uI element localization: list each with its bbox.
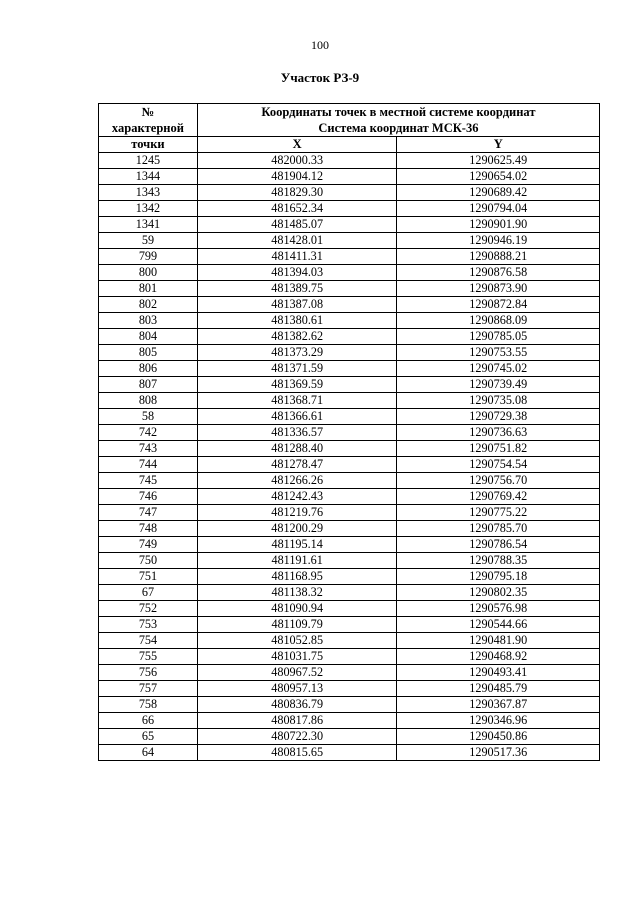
point-number-cell: 805 [99,345,198,361]
table-row [99,425,600,441]
page-number: 100 [311,38,329,52]
coordinate-system-header [197,104,599,137]
point-number-cell: 804 [99,329,198,345]
point-number-header [99,104,198,137]
point-number-cell: 806 [99,361,198,377]
point-number-cell: 751 [99,569,198,585]
table-row [99,617,600,633]
point-number-cell: 1344 [99,169,198,185]
x-coordinate-cell: 481387.08 [197,297,397,313]
table-row [99,441,600,457]
y-coordinate-cell: 1290517.36 [397,745,600,761]
x-coordinate-cell: 481052.85 [197,633,397,649]
x-coordinate-cell: 481369.59 [197,377,397,393]
table-row [99,665,600,681]
point-number-cell: 743 [99,441,198,457]
table-row [99,713,600,729]
point-number-cell: 756 [99,665,198,681]
table-row [99,473,600,489]
y-coordinate-cell: 1290786.54 [397,537,600,553]
y-coordinate-cell: 1290689.42 [397,185,600,201]
table-row [99,745,600,761]
y-coordinate-cell: 1290788.35 [397,553,600,569]
point-number-cell: 752 [99,601,198,617]
point-number-cell: 803 [99,313,198,329]
point-number-cell: 753 [99,617,198,633]
table-row [99,521,600,537]
point-number-cell: 65 [99,729,198,745]
y-coordinate-cell: 1290450.86 [397,729,600,745]
table-row [99,697,600,713]
table-row [99,681,600,697]
table-row [99,377,600,393]
table-row [99,297,600,313]
table-row [99,569,600,585]
x-column-header: X [197,137,397,153]
point-number-cell: 807 [99,377,198,393]
y-coordinate-cell: 1290795.18 [397,569,600,585]
x-coordinate-cell: 481394.03 [197,265,397,281]
x-coordinate-cell: 480817.86 [197,713,397,729]
y-coordinate-cell: 1290753.55 [397,345,600,361]
table-row [99,409,600,425]
point-number-header-line2: характерной [111,121,184,135]
table-row [99,281,600,297]
point-number-cell: 750 [99,553,198,569]
x-coordinate-cell: 481336.57 [197,425,397,441]
table-row [99,201,600,217]
point-number-header-line3: точки [99,137,198,153]
x-coordinate-cell: 481829.30 [197,185,397,201]
point-number-cell: 757 [99,681,198,697]
header-row-3 [99,137,600,153]
header-row-1 [99,104,600,137]
x-coordinate-cell: 481371.59 [197,361,397,377]
section-title: Участок РЗ-9 [280,70,360,85]
point-number-cell: 799 [99,249,198,265]
y-coordinate-cell: 1290802.35 [397,585,600,601]
x-coordinate-cell: 481090.94 [197,601,397,617]
table-row [99,633,600,649]
point-number-cell: 801 [99,281,198,297]
x-coordinate-cell: 481485.07 [197,217,397,233]
y-coordinate-cell: 1290485.79 [397,681,600,697]
y-coordinate-cell: 1290888.21 [397,249,600,265]
y-coordinate-cell: 1290745.02 [397,361,600,377]
x-coordinate-cell: 481288.40 [197,441,397,457]
point-number-cell: 59 [99,233,198,249]
y-coordinate-cell: 1290769.42 [397,489,600,505]
y-coordinate-cell: 1290493.41 [397,665,600,681]
coordinates-table [98,103,600,761]
table-row [99,153,600,169]
x-coordinate-cell: 481278.47 [197,457,397,473]
x-coordinate-cell: 481219.76 [197,505,397,521]
x-coordinate-cell: 481195.14 [197,537,397,553]
x-coordinate-cell: 481904.12 [197,169,397,185]
x-coordinate-cell: 481242.43 [197,489,397,505]
coordinate-system-header-line1: Координаты точек в местной системе координат [261,105,536,119]
table-row [99,249,600,265]
point-number-cell: 808 [99,393,198,409]
table-row [99,585,600,601]
table-row [99,185,600,201]
x-coordinate-cell: 482000.33 [197,153,397,169]
y-coordinate-cell: 1290756.70 [397,473,600,489]
table-row [99,345,600,361]
x-coordinate-cell: 481266.26 [197,473,397,489]
point-number-cell: 747 [99,505,198,521]
x-coordinate-cell: 481191.61 [197,553,397,569]
point-number-cell: 744 [99,457,198,473]
table-row [99,217,600,233]
y-coordinate-cell: 1290729.38 [397,409,600,425]
x-coordinate-cell: 481366.61 [197,409,397,425]
table-row [99,329,600,345]
x-coordinate-cell: 481200.29 [197,521,397,537]
y-coordinate-cell: 1290736.63 [397,425,600,441]
y-coordinate-cell: 1290873.90 [397,281,600,297]
point-number-cell: 758 [99,697,198,713]
table-row [99,233,600,249]
point-number-cell: 746 [99,489,198,505]
table-row [99,505,600,521]
table-row [99,601,600,617]
y-coordinate-cell: 1290785.70 [397,521,600,537]
y-column-header: Y [397,137,600,153]
point-number-cell: 58 [99,409,198,425]
y-coordinate-cell: 1290625.49 [397,153,600,169]
point-number-cell: 64 [99,745,198,761]
x-coordinate-cell: 480957.13 [197,681,397,697]
table-row [99,361,600,377]
y-coordinate-cell: 1290544.66 [397,617,600,633]
y-coordinate-cell: 1290794.04 [397,201,600,217]
y-coordinate-cell: 1290751.82 [397,441,600,457]
y-coordinate-cell: 1290901.90 [397,217,600,233]
y-coordinate-cell: 1290576.98 [397,601,600,617]
point-number-cell: 1245 [99,153,198,169]
x-coordinate-cell: 481380.61 [197,313,397,329]
x-coordinate-cell: 481373.29 [197,345,397,361]
y-coordinate-cell: 1290735.08 [397,393,600,409]
y-coordinate-cell: 1290876.58 [397,265,600,281]
point-number-header-line1: № [141,105,155,119]
point-number-cell: 755 [99,649,198,665]
point-number-cell: 66 [99,713,198,729]
point-number-cell: 749 [99,537,198,553]
y-coordinate-cell: 1290739.49 [397,377,600,393]
y-coordinate-cell: 1290785.05 [397,329,600,345]
x-coordinate-cell: 481389.75 [197,281,397,297]
point-number-cell: 67 [99,585,198,601]
table-row [99,457,600,473]
table-header [99,104,600,153]
table-row [99,265,600,281]
point-number-cell: 1342 [99,201,198,217]
x-coordinate-cell: 481652.34 [197,201,397,217]
y-coordinate-cell: 1290367.87 [397,697,600,713]
x-coordinate-cell: 481428.01 [197,233,397,249]
y-coordinate-cell: 1290346.96 [397,713,600,729]
x-coordinate-cell: 480967.52 [197,665,397,681]
y-coordinate-cell: 1290654.02 [397,169,600,185]
point-number-cell: 754 [99,633,198,649]
table-row [99,393,600,409]
y-coordinate-cell: 1290872.84 [397,297,600,313]
x-coordinate-cell: 481368.71 [197,393,397,409]
table-row [99,649,600,665]
x-coordinate-cell: 480722.30 [197,729,397,745]
x-coordinate-cell: 480836.79 [197,697,397,713]
table-body [99,153,600,761]
table-row [99,729,600,745]
x-coordinate-cell: 481168.95 [197,569,397,585]
table-row [99,537,600,553]
y-coordinate-cell: 1290868.09 [397,313,600,329]
table-row [99,489,600,505]
point-number-cell: 1341 [99,217,198,233]
y-coordinate-cell: 1290481.90 [397,633,600,649]
x-coordinate-cell: 481138.32 [197,585,397,601]
coordinate-system-header-line2: Система координат МСК-36 [318,121,479,135]
point-number-cell: 802 [99,297,198,313]
y-coordinate-cell: 1290468.92 [397,649,600,665]
point-number-cell: 745 [99,473,198,489]
x-coordinate-cell: 481382.62 [197,329,397,345]
y-coordinate-cell: 1290946.19 [397,233,600,249]
point-number-cell: 800 [99,265,198,281]
point-number-cell: 742 [99,425,198,441]
x-coordinate-cell: 480815.65 [197,745,397,761]
x-coordinate-cell: 481411.31 [197,249,397,265]
table-row [99,313,600,329]
y-coordinate-cell: 1290754.54 [397,457,600,473]
table-row [99,553,600,569]
x-coordinate-cell: 481109.79 [197,617,397,633]
y-coordinate-cell: 1290775.22 [397,505,600,521]
point-number-cell: 748 [99,521,198,537]
x-coordinate-cell: 481031.75 [197,649,397,665]
table-row [99,169,600,185]
point-number-cell: 1343 [99,185,198,201]
